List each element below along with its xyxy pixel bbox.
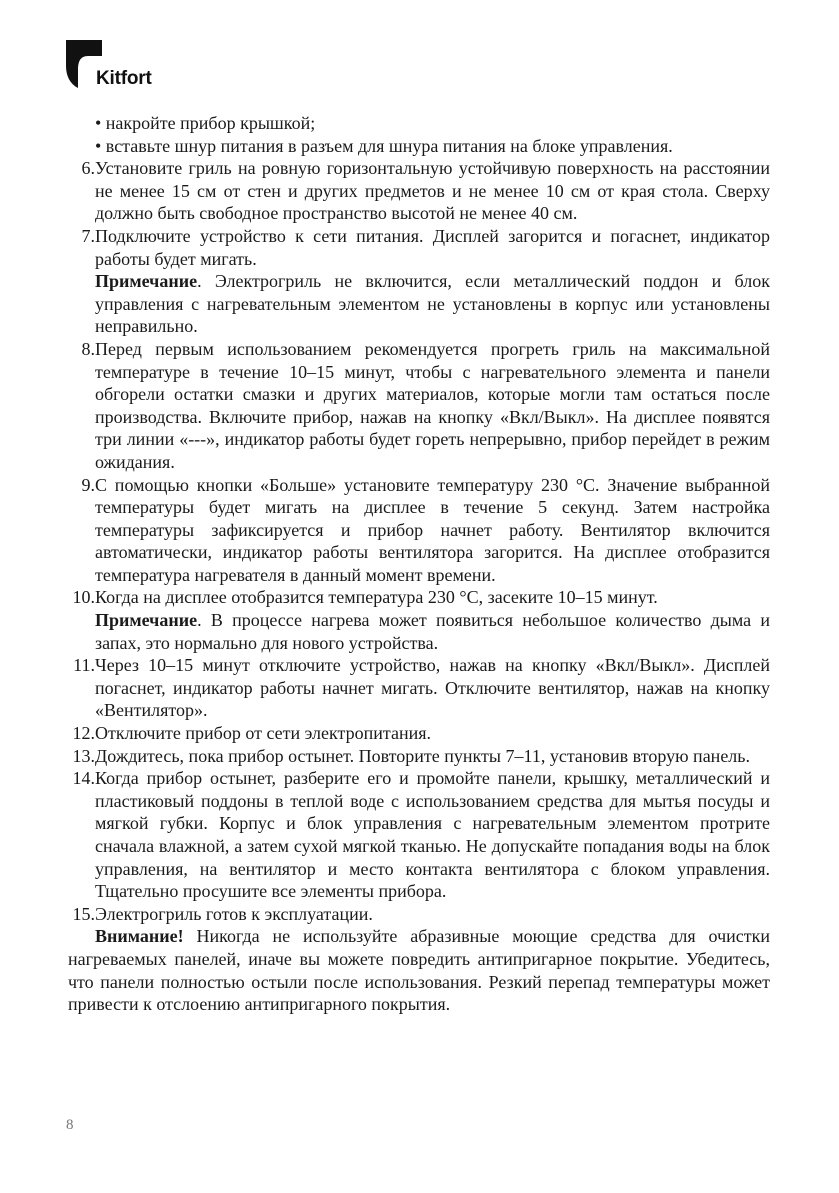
step-text: [95, 225, 770, 338]
step-note: [95, 609, 770, 654]
step-number: 15.: [72, 903, 95, 924]
step-14: [68, 767, 770, 903]
step-7: [68, 225, 770, 338]
step-text: Когда прибор остынет, разберите его и промойте панели, крышку, металлический и пластиковый поддоны в теплой воде с использованием средства для мытья посуды и мягкой губки. Корпус и блок управления с нагревательным элементом протрите сначала влажной, а затем сухой мягкой тканью. Не допускайте попадания воды на блок управления, на вентилятор и место контакта вентилятора с блоком управления. Тщательно просушите все элементы прибора.: [95, 768, 770, 902]
step-main-text: Когда на дисплее отобразится температура 230 °С, засеките 10–15 минут.: [95, 587, 658, 608]
bullet-item: • вставьте шнур питания в разъем для шнура питания на блоке управления.: [95, 135, 673, 156]
step-text: [95, 586, 770, 654]
step-number: 10.: [72, 587, 95, 608]
step-number: 11.: [73, 655, 95, 676]
bullet-item: • накройте прибор крышкой;: [95, 113, 316, 133]
step-13: [68, 745, 770, 768]
step-6: [68, 157, 770, 225]
step-9: [68, 474, 770, 587]
warning-text: Никогда не используйте абразивные моющие средства для очистки нагреваемых панелей, иначе вы можете повредить антипригарное покрытие. Убедитесь, что панели полностью остыли после использования. Резкий перепад температуры может привести к отслоению антипригарного покрытия.: [68, 926, 770, 1015]
note-label: Примечание: [95, 271, 198, 292]
step-number: 12.: [72, 723, 95, 744]
step-number: 8.: [81, 338, 95, 359]
step-text: Через 10–15 минут отключите устройство, нажав на кнопку «Вкл/Выкл». Дисплей погаснет, индикатор работы начнет мигать. Отключите вентилятор, нажав на кнопку «Вентилятор».: [95, 655, 770, 721]
brand-name: Kitfort: [96, 68, 152, 89]
step-text: Перед первым использованием рекомендуется прогреть гриль на максимальной температуре в течение 10–15 минут, чтобы с нагревательного элемента и панели обгорели остатки смазки и других материалов, которые могли там остаться после производства. Включите прибор, нажав на кнопку «Вкл/Выкл». На дисплее появятся три линии «---», индикатор работы будет гореть непрерывно, прибор перейдет в режим ожидания.: [95, 338, 770, 472]
step-note: [95, 270, 770, 338]
step-text: Установите гриль на ровную горизонтальную устойчивую поверхность на расстоянии не менее 15 см от стен и других предметов и не менее 10 см от края стола. Сверху должно быть свободное пространство высотой не менее 40 см.: [95, 158, 770, 224]
step-8: [68, 338, 770, 474]
step-10: [68, 586, 770, 654]
step-number: 13.: [72, 745, 95, 766]
step-11: [68, 654, 770, 722]
instructions: [68, 112, 770, 1016]
step-15: [68, 903, 770, 926]
warning-label: Внимание!: [95, 926, 184, 947]
step-text: Отключите прибор от сети электропитания.: [95, 723, 431, 744]
step-text: С помощью кнопки «Больше» установите температуру 230 °С. Значение выбранной температуры будет мигать на дисплее в течение 5 секунд. Затем настройка температуры зафиксируется и прибор начнет работу. Вентилятор включится автоматически, индикатор работы вентилятора загорится. На дисплее отобразится температура нагревателя в данный момент времени.: [95, 474, 770, 585]
note-text: . В процессе нагрева может появиться небольшое количество дыма и запах, это нормально для нового устройства.: [95, 610, 770, 653]
warning-paragraph: [68, 925, 770, 1015]
step-number: 14.: [72, 768, 95, 789]
step-number: 9.: [81, 474, 95, 495]
step-12: [68, 722, 770, 745]
step-number: 7.: [81, 225, 95, 246]
brand-logo: [66, 40, 152, 88]
note-label: Примечание: [95, 610, 198, 631]
note-text: . Электрогриль не включится, если металлический поддон и блок управления с нагревательным элементом не установлены в корпус или установлены неправильно.: [95, 271, 770, 337]
step-main-text: Подключите устройство к сети питания. Дисплей загорится и погаснет, индикатор работы будет мигать.: [95, 225, 770, 269]
page-number: 8: [66, 1117, 74, 1133]
step-text: Дождитесь, пока прибор остынет. Повторите пункты 7–11, установив вторую панель.: [95, 745, 750, 766]
step-text: Электрогриль готов к эксплуатации.: [95, 903, 373, 924]
step-number: 6.: [81, 158, 95, 179]
